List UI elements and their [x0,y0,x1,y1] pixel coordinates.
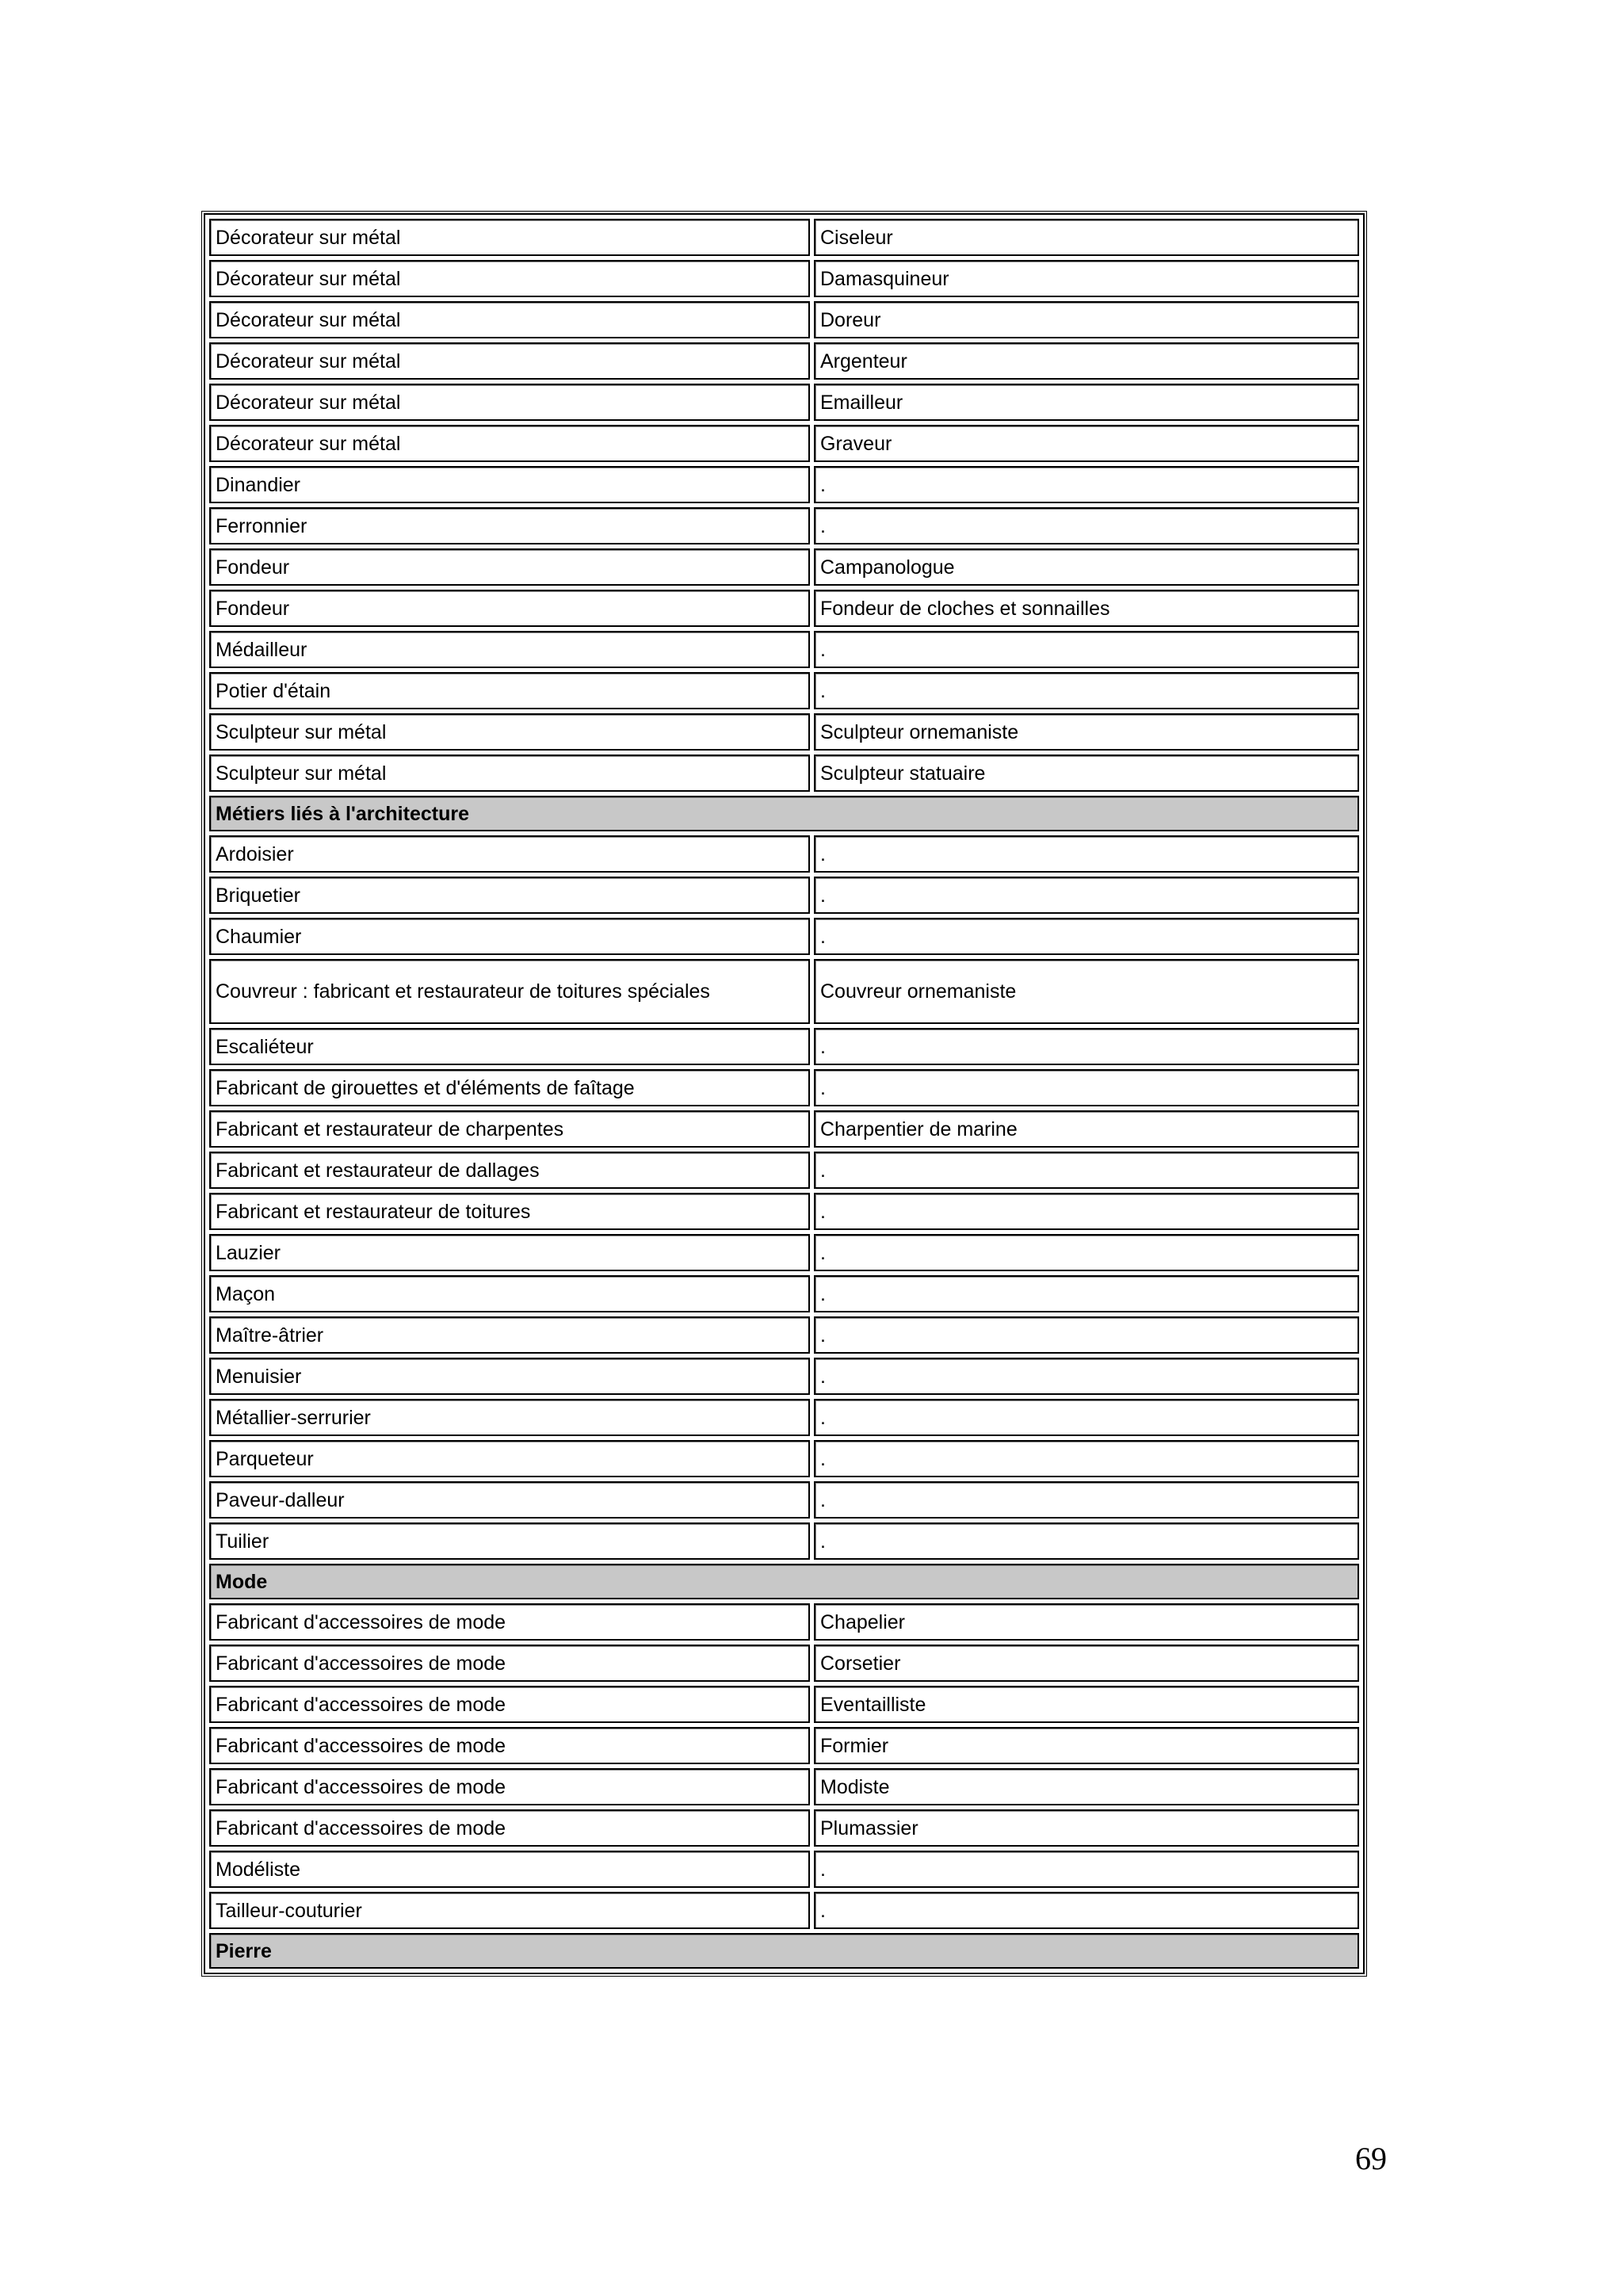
trade-specialty-cell: . [814,1152,1359,1189]
trade-specialty-cell: . [814,672,1359,709]
trade-specialty-cell: Corsetier [814,1645,1359,1682]
section-header: Mode [209,1564,1359,1599]
trade-specialty-cell: Doreur [814,301,1359,338]
trade-specialty-cell: Ciseleur [814,219,1359,256]
trade-category-cell: Paveur-dalleur [209,1481,810,1519]
trade-specialty-cell: . [814,1399,1359,1436]
table-row [209,466,1359,503]
trade-specialty-cell: Plumassier [814,1809,1359,1847]
trade-specialty-cell: . [814,1481,1359,1519]
trade-category-cell: Fabricant d'accessoires de mode [209,1727,810,1764]
trade-category-cell: Décorateur sur métal [209,301,810,338]
trade-category-cell: Couvreur : fabricant et restaurateur de toitures spéciales [209,959,810,1024]
trade-specialty-cell: Eventailliste [814,1686,1359,1723]
trade-specialty-cell: Argenteur [814,342,1359,380]
table-row [209,672,1359,709]
table-row [209,1316,1359,1354]
trade-category-cell: Sculpteur sur métal [209,755,810,792]
table-row [209,1727,1359,1764]
trade-specialty-cell: Fondeur de cloches et sonnailles [814,590,1359,627]
trade-category-cell: Dinandier [209,466,810,503]
trade-specialty-cell: . [814,1522,1359,1560]
trade-category-cell: Fabricant de girouettes et d'éléments de faîtage [209,1069,810,1106]
trade-specialty-cell: . [814,1316,1359,1354]
page-number: 69 [1355,2141,1387,2176]
table-row [209,1152,1359,1189]
section-header-row [209,796,1359,831]
table-row [209,342,1359,380]
trade-specialty-cell: Modiste [814,1768,1359,1805]
trades-table-container [204,213,1365,1974]
table-row [209,959,1359,1024]
table-row [209,1809,1359,1847]
trade-category-cell: Décorateur sur métal [209,425,810,462]
trade-category-cell: Métallier-serrurier [209,1399,810,1436]
trade-specialty-cell: Formier [814,1727,1359,1764]
trade-category-cell: Fondeur [209,548,810,586]
trade-specialty-cell: . [814,1275,1359,1312]
trade-specialty-cell: Graveur [814,425,1359,462]
trade-specialty-cell: Damasquineur [814,260,1359,297]
table-row [209,425,1359,462]
trades-table-body [209,219,1359,1969]
trade-specialty-cell: Chapelier [814,1603,1359,1641]
table-row [209,1234,1359,1271]
trade-specialty-cell: . [814,507,1359,544]
table-row [209,1603,1359,1641]
trade-specialty-cell: . [814,877,1359,914]
trade-specialty-cell: . [814,1440,1359,1477]
trade-category-cell: Ardoisier [209,835,810,873]
trade-category-cell: Tailleur-couturier [209,1892,810,1929]
trade-category-cell: Médailleur [209,631,810,668]
table-row [209,548,1359,586]
trade-specialty-cell: . [814,1851,1359,1888]
trade-category-cell: Sculpteur sur métal [209,713,810,751]
table-row [209,1193,1359,1230]
trade-specialty-cell: . [814,918,1359,955]
table-row [209,1522,1359,1560]
trade-category-cell: Escaliéteur [209,1028,810,1065]
section-header-row [209,1933,1359,1969]
trade-category-cell: Parqueteur [209,1440,810,1477]
trade-category-cell: Fabricant d'accessoires de mode [209,1645,810,1682]
trade-specialty-cell: Sculpteur statuaire [814,755,1359,792]
trade-specialty-cell: . [814,1028,1359,1065]
trade-category-cell: Décorateur sur métal [209,219,810,256]
trade-specialty-cell: Sculpteur ornemaniste [814,713,1359,751]
trade-specialty-cell: . [814,1892,1359,1929]
table-row [209,260,1359,297]
table-row [209,877,1359,914]
table-row [209,590,1359,627]
section-header: Métiers liés à l'architecture [209,796,1359,831]
trade-category-cell: Fabricant d'accessoires de mode [209,1686,810,1723]
table-row [209,219,1359,256]
trade-specialty-cell: Couvreur ornemaniste [814,959,1359,1024]
table-row [209,631,1359,668]
trade-category-cell: Fabricant et restaurateur de charpentes [209,1110,810,1148]
trade-category-cell: Décorateur sur métal [209,384,810,421]
trade-specialty-cell: Emailleur [814,384,1359,421]
trade-specialty-cell: . [814,1069,1359,1106]
table-row [209,1440,1359,1477]
trade-category-cell: Fondeur [209,590,810,627]
table-row [209,1028,1359,1065]
trade-category-cell: Fabricant d'accessoires de mode [209,1809,810,1847]
trade-category-cell: Lauzier [209,1234,810,1271]
trades-table [204,213,1365,1974]
trade-specialty-cell: . [814,1234,1359,1271]
trade-category-cell: Fabricant d'accessoires de mode [209,1603,810,1641]
table-row [209,1768,1359,1805]
trade-category-cell: Briquetier [209,877,810,914]
trade-specialty-cell: . [814,1358,1359,1395]
trade-category-cell: Décorateur sur métal [209,342,810,380]
trade-category-cell: Modéliste [209,1851,810,1888]
table-row [209,918,1359,955]
table-row [209,507,1359,544]
trade-specialty-cell: . [814,1193,1359,1230]
table-row [209,835,1359,873]
trade-specialty-cell: Campanologue [814,548,1359,586]
trade-specialty-cell: . [814,631,1359,668]
table-row [209,713,1359,751]
trade-specialty-cell: . [814,835,1359,873]
trade-specialty-cell: Charpentier de marine [814,1110,1359,1148]
table-row [209,1851,1359,1888]
table-row [209,1399,1359,1436]
trade-category-cell: Menuisier [209,1358,810,1395]
trade-category-cell: Maître-âtrier [209,1316,810,1354]
trade-category-cell: Fabricant et restaurateur de dallages [209,1152,810,1189]
table-row [209,1358,1359,1395]
table-row [209,384,1359,421]
trade-category-cell: Tuilier [209,1522,810,1560]
section-header: Pierre [209,1933,1359,1969]
trade-category-cell: Décorateur sur métal [209,260,810,297]
table-row [209,1686,1359,1723]
table-row [209,1481,1359,1519]
trade-specialty-cell: . [814,466,1359,503]
table-row [209,1645,1359,1682]
trade-category-cell: Maçon [209,1275,810,1312]
table-row [209,1275,1359,1312]
table-row [209,1069,1359,1106]
trade-category-cell: Ferronnier [209,507,810,544]
trade-category-cell: Fabricant d'accessoires de mode [209,1768,810,1805]
table-row [209,1110,1359,1148]
section-header-row [209,1564,1359,1599]
table-row [209,1892,1359,1929]
table-row [209,755,1359,792]
trade-category-cell: Potier d'étain [209,672,810,709]
trade-category-cell: Chaumier [209,918,810,955]
table-row [209,301,1359,338]
trade-category-cell: Fabricant et restaurateur de toitures [209,1193,810,1230]
